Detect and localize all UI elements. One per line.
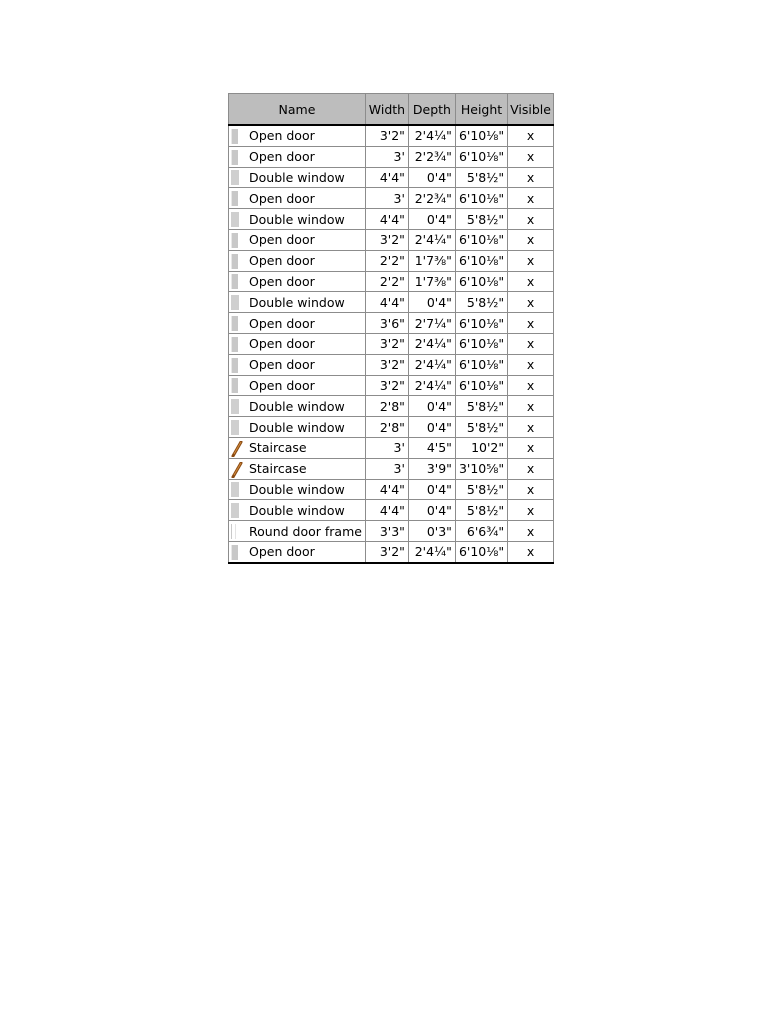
row-icon-cell [229,354,246,375]
cell-name: Double window [245,500,365,521]
cell-depth: 2'4¼" [408,375,455,396]
cell-visible[interactable]: x [508,125,554,146]
row-icon-cell [229,417,246,438]
cell-height: 6'6¾" [455,521,507,542]
cell-name: Open door [245,271,365,292]
row-icon-cell [229,333,246,354]
table-row[interactable] [229,541,554,562]
cell-name: Double window [245,479,365,500]
cell-depth: 0'4" [408,417,455,438]
cell-width: 2'2" [365,271,408,292]
row-icon-cell [229,500,246,521]
door-icon [231,233,238,248]
table-row[interactable] [229,333,554,354]
table-row[interactable] [229,313,554,334]
table-row[interactable] [229,125,554,146]
cell-name: Double window [245,292,365,313]
cell-height: 6'10⅛" [455,229,507,250]
cell-visible[interactable]: x [508,396,554,417]
cell-depth: 2'4¼" [408,229,455,250]
cell-height: 6'10⅛" [455,354,507,375]
cell-width: 2'8" [365,396,408,417]
table-row[interactable] [229,437,554,458]
cell-height: 6'10⅛" [455,271,507,292]
cell-name: Double window [245,396,365,417]
cell-name: Open door [245,333,365,354]
row-icon-cell [229,458,246,479]
cell-height: 10'2" [455,437,507,458]
cell-height: 5'8½" [455,479,507,500]
cell-depth: 0'4" [408,500,455,521]
row-icon-cell [229,188,246,209]
cell-width: 4'4" [365,167,408,188]
table-row[interactable] [229,146,554,167]
cell-width: 3'2" [365,125,408,146]
cell-name: Open door [245,313,365,334]
table-row[interactable] [229,250,554,271]
cell-height: 6'10⅛" [455,375,507,396]
cell-height: 3'10⅝" [455,458,507,479]
cell-width: 3'2" [365,541,408,562]
cell-visible[interactable]: x [508,146,554,167]
door-icon [231,150,238,165]
table-row[interactable] [229,188,554,209]
cell-depth: 1'7⅜" [408,271,455,292]
column-header-visible[interactable]: Visible [508,94,554,126]
cell-visible[interactable]: x [508,167,554,188]
table-row[interactable] [229,500,554,521]
cell-name: Double window [245,209,365,230]
cell-depth: 2'4¼" [408,125,455,146]
table-row[interactable] [229,209,554,230]
cell-visible[interactable]: x [508,437,554,458]
window-icon [231,482,239,497]
cell-width: 3'2" [365,333,408,354]
cell-visible[interactable]: x [508,500,554,521]
cell-name: Round door frame [245,521,365,542]
row-icon-cell [229,396,246,417]
window-icon [231,212,239,227]
cell-width: 3'2" [365,354,408,375]
cell-height: 5'8½" [455,396,507,417]
door-frame-icon [231,524,236,539]
cell-visible[interactable]: x [508,271,554,292]
cell-width: 3'3" [365,521,408,542]
cell-name: Double window [245,167,365,188]
door-icon [231,337,238,352]
cell-height: 6'10⅛" [455,541,507,562]
table-row[interactable] [229,479,554,500]
cell-name: Staircase [245,458,365,479]
staircase-icon [231,462,238,477]
cell-width: 2'8" [365,417,408,438]
window-icon [231,420,239,435]
door-icon [231,191,238,206]
cell-visible[interactable]: x [508,417,554,438]
cell-height: 5'8½" [455,167,507,188]
table-row[interactable] [229,417,554,438]
row-icon-cell [229,521,246,542]
cell-name: Open door [245,229,365,250]
cell-width: 3'6" [365,313,408,334]
cell-width: 4'4" [365,479,408,500]
cell-visible[interactable]: x [508,333,554,354]
window-icon [231,503,239,518]
cell-name: Open door [245,188,365,209]
cell-visible[interactable]: x [508,292,554,313]
cell-depth: 0'4" [408,292,455,313]
row-icon-cell [229,250,246,271]
cell-depth: 4'5" [408,437,455,458]
furniture-list-table [228,93,554,564]
row-icon-cell [229,146,246,167]
row-icon-cell [229,479,246,500]
cell-width: 3' [365,458,408,479]
cell-width: 3'2" [365,375,408,396]
cell-height: 5'8½" [455,292,507,313]
door-icon [231,545,238,560]
column-header-depth[interactable]: Depth [408,94,455,126]
door-icon [231,129,238,144]
staircase-icon [231,441,238,456]
row-icon-cell [229,229,246,250]
cell-height: 6'10⅛" [455,146,507,167]
cell-depth: 0'4" [408,209,455,230]
cell-visible[interactable]: x [508,541,554,562]
cell-visible[interactable]: x [508,250,554,271]
cell-depth: 2'4¼" [408,354,455,375]
row-icon-cell [229,375,246,396]
row-icon-cell [229,209,246,230]
window-icon [231,399,239,414]
cell-depth: 0'4" [408,479,455,500]
cell-visible[interactable]: x [508,521,554,542]
row-icon-cell [229,167,246,188]
table-row[interactable] [229,167,554,188]
door-icon [231,254,238,269]
table-row[interactable] [229,354,554,375]
door-icon [231,378,238,393]
column-header-height[interactable]: Height [455,94,507,126]
table-row[interactable] [229,458,554,479]
column-header-name[interactable]: Name [229,94,366,126]
cell-height: 6'10⅛" [455,333,507,354]
table-row[interactable] [229,229,554,250]
cell-depth: 1'7⅜" [408,250,455,271]
cell-height: 6'10⅛" [455,125,507,146]
cell-height: 5'8½" [455,417,507,438]
cell-depth: 0'4" [408,396,455,417]
door-icon [231,316,238,331]
row-icon-cell [229,125,246,146]
cell-width: 4'4" [365,500,408,521]
cell-height: 5'8½" [455,500,507,521]
cell-name: Open door [245,146,365,167]
cell-visible[interactable]: x [508,313,554,334]
cell-visible[interactable]: x [508,229,554,250]
cell-height: 6'10⅛" [455,250,507,271]
window-icon [231,170,239,185]
cell-visible[interactable]: x [508,209,554,230]
row-icon-cell [229,271,246,292]
cell-height: 6'10⅛" [455,313,507,334]
cell-name: Double window [245,417,365,438]
cell-depth: 0'4" [408,167,455,188]
cell-height: 6'10⅛" [455,188,507,209]
window-icon [231,295,239,310]
cell-visible[interactable]: x [508,479,554,500]
table-row[interactable] [229,375,554,396]
cell-visible[interactable]: x [508,354,554,375]
table-row[interactable] [229,271,554,292]
cell-name: Open door [245,125,365,146]
door-icon [231,358,238,373]
row-icon-cell [229,292,246,313]
cell-visible[interactable]: x [508,375,554,396]
cell-name: Open door [245,375,365,396]
cell-visible[interactable]: x [508,458,554,479]
door-icon [231,274,238,289]
cell-width: 3' [365,188,408,209]
table-row[interactable] [229,292,554,313]
cell-width: 4'4" [365,209,408,230]
cell-depth: 0'3" [408,521,455,542]
cell-name: Open door [245,250,365,271]
cell-depth: 2'2¾" [408,188,455,209]
cell-width: 4'4" [365,292,408,313]
cell-width: 2'2" [365,250,408,271]
row-icon-cell [229,313,246,334]
cell-width: 3' [365,146,408,167]
cell-width: 3' [365,437,408,458]
column-header-width[interactable]: Width [365,94,408,126]
table-row[interactable] [229,396,554,417]
cell-width: 3'2" [365,229,408,250]
cell-depth: 2'4¼" [408,541,455,562]
cell-depth: 3'9" [408,458,455,479]
cell-depth: 2'7¼" [408,313,455,334]
cell-name: Open door [245,541,365,562]
row-icon-cell [229,437,246,458]
cell-name: Open door [245,354,365,375]
cell-height: 5'8½" [455,209,507,230]
cell-depth: 2'2¾" [408,146,455,167]
cell-name: Staircase [245,437,365,458]
cell-visible[interactable]: x [508,188,554,209]
header-row [229,94,554,126]
row-icon-cell [229,541,246,562]
table-row[interactable] [229,521,554,542]
cell-depth: 2'4¼" [408,333,455,354]
